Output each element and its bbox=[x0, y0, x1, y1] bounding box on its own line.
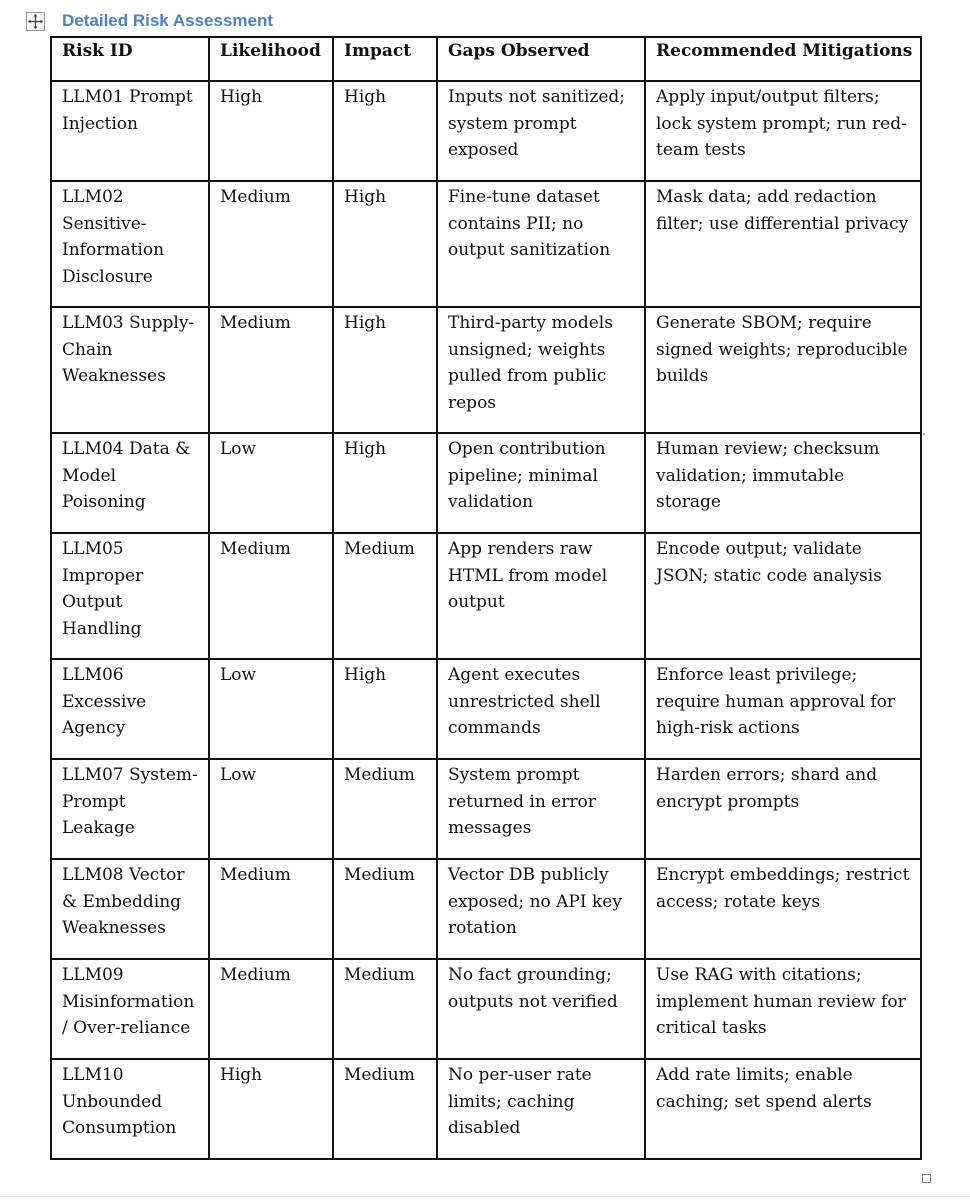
cell-risk-id: LLM06 Excessive Agency bbox=[51, 659, 209, 759]
cell-gaps: Agent executes unrestricted shell commands bbox=[437, 659, 645, 759]
cell-likelihood: Medium bbox=[209, 859, 333, 959]
cell-mitigations: Harden errors; shard and encrypt prompts bbox=[645, 759, 921, 859]
table-row bbox=[51, 759, 921, 859]
table-row bbox=[51, 659, 921, 759]
cell-gaps: Third-party models unsigned; weights pulled from public repos bbox=[437, 307, 645, 433]
section-heading: Detailed Risk Assessment bbox=[62, 11, 274, 30]
cell-mitigations: Apply input/output filters; lock system prompt; run red-team tests bbox=[645, 81, 921, 181]
header-gaps-observed: Gaps Observed bbox=[437, 37, 645, 81]
cell-gaps: Fine-tune dataset contains PII; no output sanitization bbox=[437, 181, 645, 307]
header-risk-id: Risk ID bbox=[51, 37, 209, 81]
cell-mitigations: Encode output; validate JSON; static code analysis bbox=[645, 533, 921, 659]
header-impact: Impact bbox=[333, 37, 437, 81]
cell-impact: High bbox=[333, 433, 437, 533]
page-divider bbox=[0, 1196, 970, 1197]
cell-likelihood: Medium bbox=[209, 959, 333, 1059]
cell-likelihood: Low bbox=[209, 659, 333, 759]
cell-impact: High bbox=[333, 307, 437, 433]
cell-impact: Medium bbox=[333, 859, 437, 959]
cell-gaps: Vector DB publicly exposed; no API key rotation bbox=[437, 859, 645, 959]
cell-gaps: Inputs not sanitized; system prompt exposed bbox=[437, 81, 645, 181]
cell-impact: High bbox=[333, 81, 437, 181]
cell-mitigations: Encrypt embeddings; restrict access; rotate keys bbox=[645, 859, 921, 959]
cell-risk-id: LLM09 Misinformation / Over-reliance bbox=[51, 959, 209, 1059]
cell-impact: Medium bbox=[333, 1059, 437, 1159]
cell-risk-id: LLM10 Unbounded Consumption bbox=[51, 1059, 209, 1159]
table-row bbox=[51, 1059, 921, 1159]
cell-mitigations: Human review; checksum validation; immutable storage bbox=[645, 433, 921, 533]
cell-likelihood: Low bbox=[209, 433, 333, 533]
cell-risk-id: LLM05 Improper Output Handling bbox=[51, 533, 209, 659]
cell-risk-id: LLM04 Data & Model Poisoning bbox=[51, 433, 209, 533]
cell-likelihood: Low bbox=[209, 759, 333, 859]
cell-risk-id: LLM02 Sensitive-Information Disclosure bbox=[51, 181, 209, 307]
cell-risk-id: LLM03 Supply-Chain Weaknesses bbox=[51, 307, 209, 433]
cell-gaps: App renders raw HTML from model output bbox=[437, 533, 645, 659]
table-move-handle[interactable] bbox=[26, 12, 45, 31]
cell-mitigations: Generate SBOM; require signed weights; reproducible builds bbox=[645, 307, 921, 433]
table-row bbox=[51, 533, 921, 659]
table-row bbox=[51, 181, 921, 307]
header-recommended-mitigations: Recommended Mitigations bbox=[645, 37, 921, 81]
move-arrows-icon bbox=[27, 13, 44, 30]
cell-likelihood: Medium bbox=[209, 533, 333, 659]
cell-impact: Medium bbox=[333, 533, 437, 659]
cell-mitigations: Enforce least privilege; require human approval for high-risk actions bbox=[645, 659, 921, 759]
cell-risk-id: LLM08 Vector & Embedding Weaknesses bbox=[51, 859, 209, 959]
table-row bbox=[51, 433, 921, 533]
cell-gaps: No fact grounding; outputs not verified bbox=[437, 959, 645, 1059]
cell-gaps: Open contribution pipeline; minimal validation bbox=[437, 433, 645, 533]
cell-risk-id: LLM01 Prompt Injection bbox=[51, 81, 209, 181]
cell-likelihood: High bbox=[209, 81, 333, 181]
cell-likelihood: Medium bbox=[209, 307, 333, 433]
cell-mitigations: Use RAG with citations; implement human review for critical tasks bbox=[645, 959, 921, 1059]
cell-mitigations: Add rate limits; enable caching; set spend alerts bbox=[645, 1059, 921, 1159]
cell-gaps: No per-user rate limits; caching disabled bbox=[437, 1059, 645, 1159]
risk-assessment-table bbox=[50, 36, 922, 1160]
table-header-row bbox=[51, 37, 921, 81]
cell-impact: Medium bbox=[333, 959, 437, 1059]
cell-gaps: System prompt returned in error messages bbox=[437, 759, 645, 859]
table-resize-handle[interactable] bbox=[922, 1174, 931, 1183]
table-row bbox=[51, 859, 921, 959]
table-row bbox=[51, 307, 921, 433]
cell-mitigations: Mask data; add redaction filter; use differential privacy bbox=[645, 181, 921, 307]
cell-impact: Medium bbox=[333, 759, 437, 859]
cell-impact: High bbox=[333, 659, 437, 759]
stray-mark: . bbox=[922, 424, 926, 438]
cell-likelihood: High bbox=[209, 1059, 333, 1159]
cell-risk-id: LLM07 System-Prompt Leakage bbox=[51, 759, 209, 859]
header-likelihood: Likelihood bbox=[209, 37, 333, 81]
cell-impact: High bbox=[333, 181, 437, 307]
table-row bbox=[51, 81, 921, 181]
cell-likelihood: Medium bbox=[209, 181, 333, 307]
table-row bbox=[51, 959, 921, 1059]
